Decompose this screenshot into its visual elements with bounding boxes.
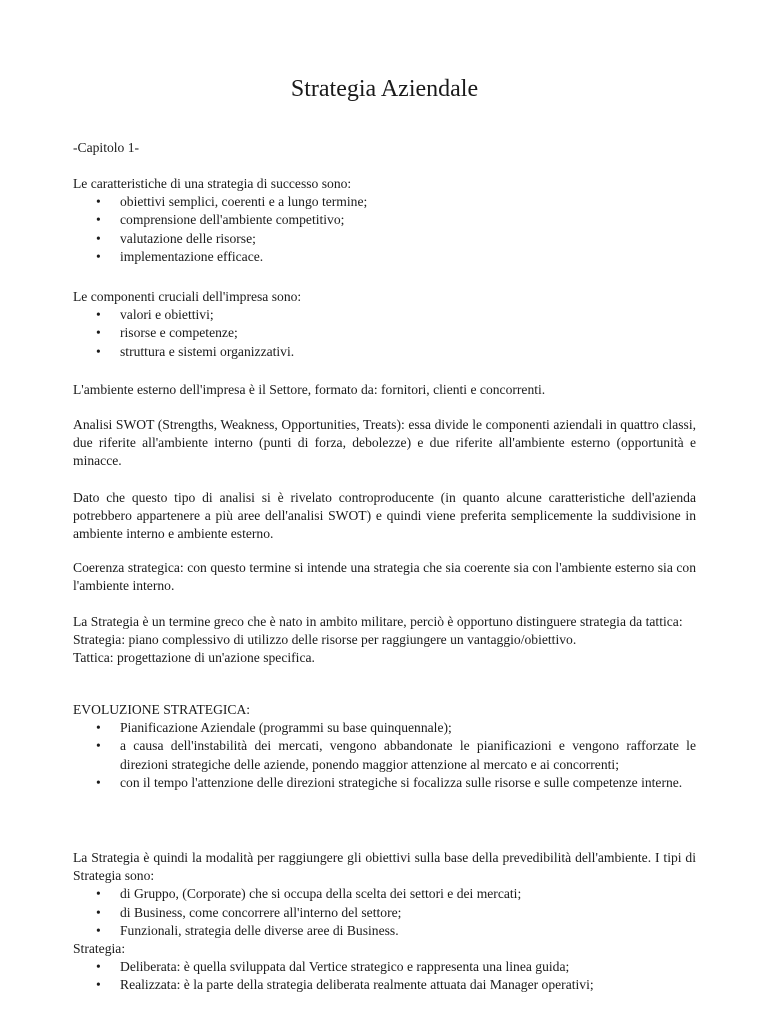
bullet-icon: •	[96, 738, 101, 754]
section-strategia-tattica	[73, 613, 696, 668]
list-item: • con il tempo l'attenzione delle direzioni strategiche si focalizza sulle risorse e sulle competenze interne.	[73, 774, 696, 792]
bullet-icon: •	[96, 194, 101, 210]
bullet-list	[73, 719, 696, 792]
list-item: • risorse e competenze;	[73, 324, 696, 342]
list-item: • di Gruppo, (Corporate) che si occupa della scelta dei settori e dei mercati;	[73, 885, 696, 903]
list-item: • valutazione delle risorse;	[73, 230, 696, 248]
section-intro: Le caratteristiche di una strategia di successo sono:	[73, 176, 352, 191]
section-characteristics	[73, 175, 696, 266]
bullet-list	[73, 958, 696, 994]
paragraph-coerenza: Coerenza strategica: con questo termine si intende una strategia che sia coerente sia con l'ambiente esterno sia con l'ambiente interno.	[73, 560, 696, 594]
list-item: • implementazione efficace.	[73, 248, 696, 266]
bullet-list	[73, 306, 696, 361]
list-item: • di Business, come concorrere all'interno del settore;	[73, 904, 696, 922]
bullet-icon: •	[96, 922, 101, 938]
list-item: • Realizzata: è la parte della strategia deliberata realmente attuata dai Manager operativi;	[73, 976, 696, 994]
section-intro: Le componenti cruciali dell'impresa sono:	[73, 289, 302, 304]
paragraph-dato: Dato che questo tipo di analisi si è rivelato controproducente (in quanto alcune caratteristiche dell'azienda potrebbero appartenere a più aree dell'analisi SWOT) e quindi viene preferita semplicemente la suddivisione in ambiente interno e ambiente esterno.	[73, 490, 696, 542]
paragraph-swot: Analisi SWOT (Strengths, Weakness, Opportunities, Treats): essa divide le componenti aziendali in quattro classi, due riferite all'ambiente interno (punti di forza, debolezze) e due riferite all'ambiente esterno (opportunità e minacce.	[73, 417, 696, 469]
section-tipi-strategia	[73, 849, 696, 995]
bullet-icon: •	[96, 774, 101, 790]
paragraph-environment: L'ambiente esterno dell'impresa è il Settore, formato da: fornitori, clienti e concorrenti.	[73, 382, 546, 397]
definition-tattica: Tattica: progettazione di un'azione specifica.	[73, 650, 315, 666]
bullet-icon: •	[96, 959, 101, 975]
bullet-icon: •	[96, 904, 101, 920]
bullet-icon: •	[96, 230, 101, 246]
bullet-icon: •	[96, 307, 101, 323]
section-heading: EVOLUZIONE STRATEGICA:	[73, 702, 251, 717]
list-item: • obiettivi semplici, coerenti e a lungo termine;	[73, 193, 696, 211]
list-item: • comprensione dell'ambiente competitivo;	[73, 211, 696, 229]
bullet-icon: •	[96, 343, 101, 359]
list-item: • Pianificazione Aziendale (programmi su base quinquennale);	[73, 719, 696, 737]
list-item: • Funzionali, strategia delle diverse aree di Business.	[73, 922, 696, 940]
bullet-icon: •	[96, 248, 101, 264]
list-item: • valori e obiettivi;	[73, 306, 696, 324]
list-item: • Deliberata: è quella sviluppata dal Vertice strategico e rappresenta una linea guida;	[73, 958, 696, 976]
bullet-icon: •	[96, 212, 101, 228]
paragraph-modalita: La Strategia è quindi la modalità per raggiungere gli obiettivi sulla base della prevedibilità dell'ambiente. I tipi di Strategia sono:	[73, 850, 696, 884]
document-title: Strategia Aziendale	[290, 76, 479, 102]
list-item: • struttura e sistemi organizzativi.	[73, 343, 696, 361]
bullet-icon: •	[96, 977, 101, 993]
bullet-icon: •	[96, 325, 101, 341]
section-components	[73, 288, 696, 361]
paragraph-strategia: La Strategia è un termine greco che è nato in ambito militare, perciò è opportuno distinguere strategia da tattica:	[73, 614, 683, 629]
bullet-list	[73, 885, 696, 940]
section-evoluzione	[73, 701, 696, 792]
list-item: • a causa dell'instabilità dei mercati, vengono abbandonate le pianificazioni e vengono rafforzate le direzioni strategiche delle aziende, ponendo maggior attenzione al mercato e ai concorrenti;	[96, 738, 696, 772]
strategia-label: Strategia:	[73, 941, 126, 957]
definition-strategia: Strategia: piano complessivo di utilizzo delle risorse per raggiungere un vantaggio/obiettivo.	[73, 632, 577, 648]
bullet-icon: •	[96, 886, 101, 902]
bullet-list	[73, 193, 696, 266]
bullet-icon: •	[96, 720, 101, 736]
chapter-label: -Capitolo 1-	[73, 140, 140, 155]
